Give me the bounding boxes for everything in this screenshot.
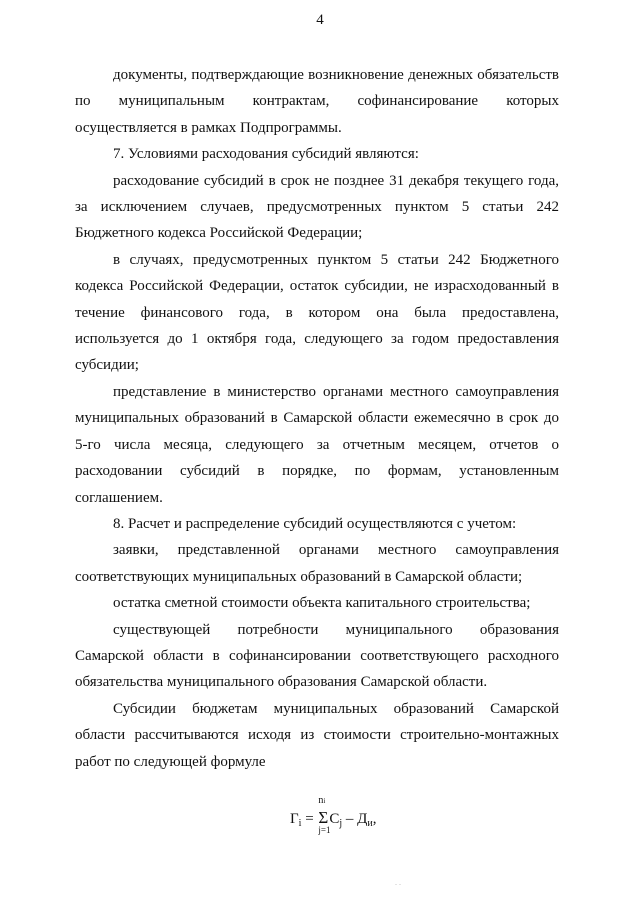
- formula-lhs: Г: [290, 811, 299, 827]
- formula-sum-lower: j=1: [318, 825, 331, 835]
- scan-speck: . .: [395, 878, 401, 887]
- paragraph-5: представление в министерство органами местного самоуправления муниципальных образований в Самарской области ежемесячно в срок до 5-го числа месяца, следующего за отчетным месяцем, отчетов о расходовании субсидий в порядке, по формам, установленным соглашением.: [75, 383, 559, 506]
- formula-lhs-sub: i: [298, 818, 302, 829]
- formula-minus: –: [345, 811, 354, 827]
- formula-rhs: Д: [357, 811, 368, 827]
- formula-equals: =: [305, 811, 314, 827]
- page-number: 4: [316, 12, 324, 28]
- paragraph-9: существующей потребности муниципального образования Самарской области в софинансировании соответствующего расходного обязательства муниципального образования Самарской области.: [75, 621, 559, 691]
- subsidy-formula: [290, 795, 377, 835]
- paragraph-1: документы, подтверждающие возникновение денежных обязательств по муниципальным контрактам, софинансирование которых осуществляется в рамках Подпрограммы.: [75, 67, 559, 136]
- paragraph-4: в случаях, предусмотренных пунктом 5 статьи 242 Бюджетного кодекса Российской Федерации, остаток субсидии, не израсходованный в течение финансового года, в котором она была предоставлена, используется до 1 октября года, следующего за годом предоставления субсидии;: [75, 251, 559, 374]
- formula-rhs-sub: и: [367, 818, 373, 829]
- formula-trail: ,: [372, 811, 377, 827]
- formula-sum: [318, 795, 331, 835]
- formula-term-sub: j: [339, 818, 343, 829]
- formula-sum-symbol: Σ: [318, 808, 329, 827]
- paragraph-3: расходование субсидий в срок не позднее 31 декабря текущего года, за исключением случаев, предусмотренных пунктом 5 статьи 242 Бюджетного кодекса Российской Федерации;: [75, 172, 559, 242]
- document-body: [75, 62, 559, 775]
- paragraph-10: Субсидии бюджетам муниципальных образований Самарской области рассчитываются исходя из стоимости строительно-монтажных работ по следующей формуле: [75, 700, 559, 770]
- paragraph-2: 7. Условиями расходования субсидий являются:: [113, 146, 419, 163]
- paragraph-8: остатка сметной стоимости объекта капитального строительства;: [113, 595, 531, 612]
- formula-sum-upper: ni: [318, 795, 326, 806]
- paragraph-6: 8. Расчет и распределение субсидий осуществляются с учетом:: [113, 515, 517, 532]
- formula-term: С: [329, 811, 340, 827]
- paragraph-7: заявки, представленной органами местного самоуправления соответствующих муниципальных образований в Самарской области;: [75, 542, 559, 585]
